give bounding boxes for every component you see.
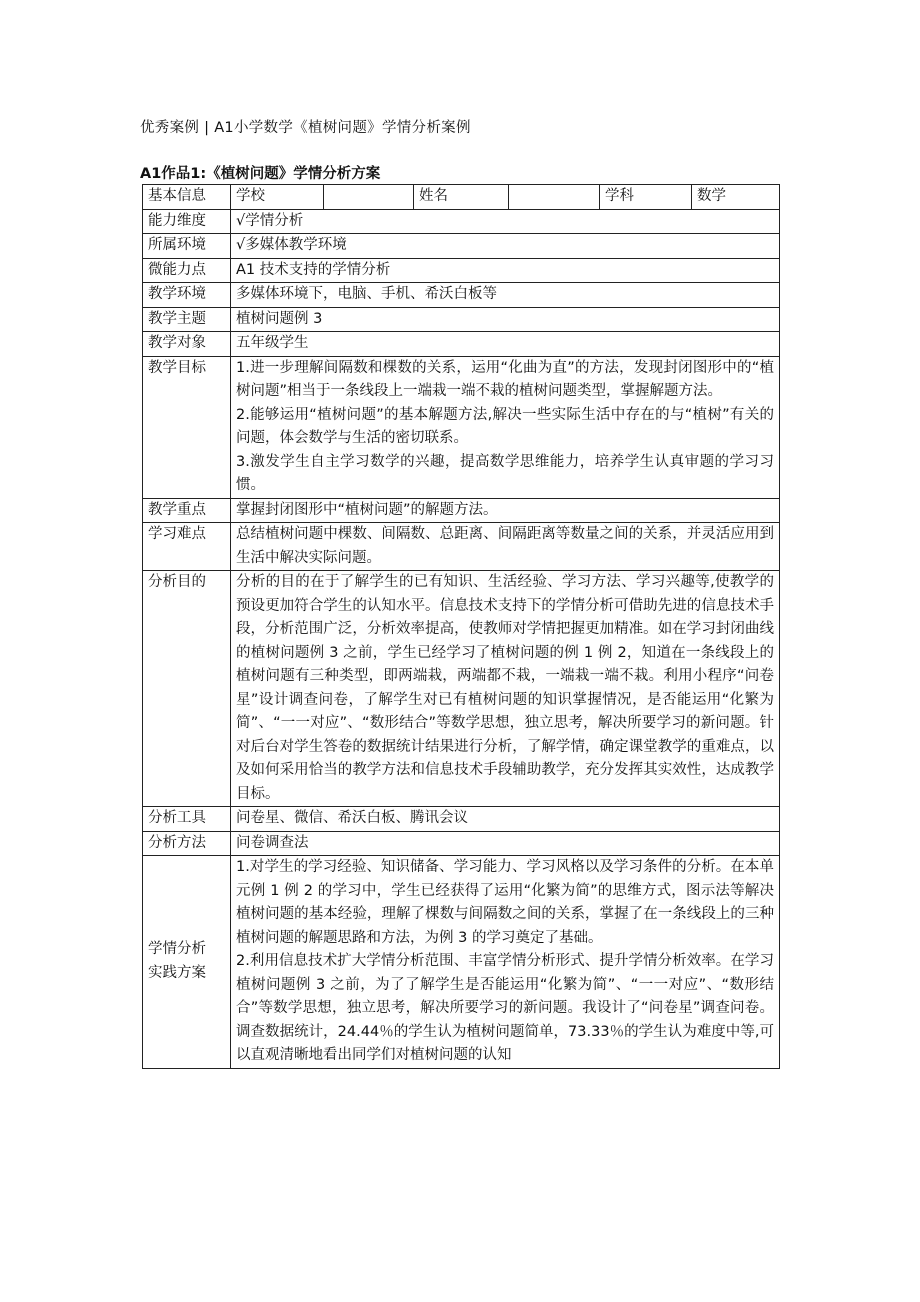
content-paragraph: 问卷星、微信、希沃白板、腾讯会议 <box>236 810 468 826</box>
row-content <box>231 831 780 856</box>
name-value <box>509 185 600 210</box>
row-content <box>231 571 780 807</box>
school-value <box>324 185 414 210</box>
row-content <box>231 283 780 308</box>
basic-info-row <box>143 185 780 210</box>
practice-content <box>231 856 780 1069</box>
row-label: 所属环境 <box>143 234 231 259</box>
practice-row <box>143 856 780 1069</box>
content-paragraph: 多媒体环境下，电脑、手机、希沃白板等 <box>236 286 497 302</box>
content-paragraph: √学情分析 <box>236 212 304 229</box>
row-label: 微能力点 <box>143 258 231 283</box>
table-row <box>143 807 780 832</box>
content-paragraph: 2.利用信息技术扩大学情分析范围、丰富学情分析形式、提升学情分析效率。在学习植树问题例 3 之前，为了了解学生是否能运用“化繁为简”、“一一对应”、“数形结合”等数学思想，独立思考，解决所要学习的新问题。我设计了“问卷星”调查问卷。调查数据统计，24.44％的学生认为植树问题简单，73.33％的学生认为难度中等,可以直观清晰地看出同学们对植树问题的认知 <box>236 953 774 1063</box>
practice-label <box>143 856 231 1069</box>
document-title: A1作品1:《植树问题》学情分析方案 <box>140 166 381 182</box>
analysis-table <box>142 184 780 1069</box>
content-paragraph: 分析的目的在于了解学生的已有知识、生活经验、学习方法、学习兴趣等,使教学的预设更加符合学生的认知水平。信息技术支持下的学情分析可借助先进的信息技术手段，分析范围广泛，分析效率提高，使教师对学情把握更加精准。如在学习封闭曲线的植树问题例 3 之前，学生已经学习了植树问题的例 1 例 2，知道在一条线段上的植树问题有三种类型，即两端栽，两端都不栽，一端栽一端不栽。利用小程序“问卷星”设计调查问卷，了解学生对已有植树问题的知识掌握情况，是否能运用“化繁为简”、“一一对应”、“数形结合”等数学思想，独立思考，解决所要学习的新问题。针对后台对学生答卷的数据统计结果进行分析，了解学情，确定课堂教学的重难点，以及如何采用恰当的教学方法和信息技术手段辅助教学，充分发挥其实效性，达成教学目标。 <box>236 574 774 802</box>
content-paragraph: 总结植树问题中棵数、间隔数、总距离、间隔距离等数量之间的关系，并灵活应用到生活中解决实际问题。 <box>236 526 774 566</box>
row-label: 分析目的 <box>143 571 231 807</box>
row-label: 学习难点 <box>143 523 231 571</box>
row-content <box>231 498 780 523</box>
row-label: 教学环境 <box>143 283 231 308</box>
row-content <box>231 234 780 259</box>
row-content <box>231 307 780 332</box>
row-label: 教学重点 <box>143 498 231 523</box>
row-content <box>231 523 780 571</box>
row-content <box>231 807 780 832</box>
row-label: 分析方法 <box>143 831 231 856</box>
table-row <box>143 498 780 523</box>
row-label: 教学主题 <box>143 307 231 332</box>
content-paragraph: 3.激发学生自主学习数学的兴趣，提高数学思维能力，培养学生认真审题的学习习惯。 <box>236 453 774 493</box>
basic-info-label: 基本信息 <box>143 185 231 210</box>
subject-value: 数学 <box>692 185 780 210</box>
table-row <box>143 356 780 498</box>
row-label: 教学目标 <box>143 356 231 498</box>
table-row <box>143 831 780 856</box>
subject-label: 学科 <box>600 185 692 210</box>
table-row <box>143 571 780 807</box>
table-row <box>143 307 780 332</box>
practice-label-line2: 实践方案 <box>148 964 206 981</box>
practice-label-line1: 学情分析 <box>148 941 206 958</box>
row-label: 教学对象 <box>143 332 231 357</box>
table-row <box>143 283 780 308</box>
school-label: 学校 <box>231 185 324 210</box>
content-paragraph: A1 技术支持的学情分析 <box>236 261 391 278</box>
content-paragraph: 2.能够运用“植树问题”的基本解题方法,解决一些实际生活中存在的与“植树”有关的问题，体会数学与生活的密切联系。 <box>236 406 774 446</box>
content-paragraph: 植树问题例 3 <box>236 310 323 327</box>
table-row <box>143 258 780 283</box>
content-paragraph: √多媒体教学环境 <box>236 237 347 253</box>
content-paragraph: 1.进一步理解间隔数和棵数的关系，运用“化曲为直”的方法，发现封闭图形中的“植树问题”相当于一条线段上一端栽一端不栽的植树问题类型，掌握解题方法。 <box>236 359 774 399</box>
content-paragraph: 问卷调查法 <box>236 834 309 851</box>
content-paragraph: 掌握封闭图形中“植树问题”的解题方法。 <box>236 501 498 518</box>
row-content <box>231 332 780 357</box>
row-content <box>231 258 780 283</box>
content-paragraph: 五年级学生 <box>236 335 309 351</box>
row-content <box>231 209 780 234</box>
row-content <box>231 356 780 498</box>
table-row <box>143 234 780 259</box>
page-header: 优秀案例 | A1小学数学《植树问题》学情分析案例 <box>140 120 471 136</box>
row-label: 能力维度 <box>143 209 231 234</box>
content-paragraph: 1.对学生的学习经验、知识储备、学习能力、学习风格以及学习条件的分析。在本单元例 1 例 2 的学习中，学生已经获得了运用“化繁为简”的思维方式，图示法等解决植树问题的基本经验，理解了棵数与间隔数之间的关系，掌握了在一条线段上的三种植树问题的解题思路和方法，为例 3 的学习奠定了基础。 <box>236 859 774 946</box>
name-label: 姓名 <box>414 185 509 210</box>
row-label: 分析工具 <box>143 807 231 832</box>
table-row <box>143 523 780 571</box>
table-row <box>143 332 780 357</box>
table-row <box>143 209 780 234</box>
